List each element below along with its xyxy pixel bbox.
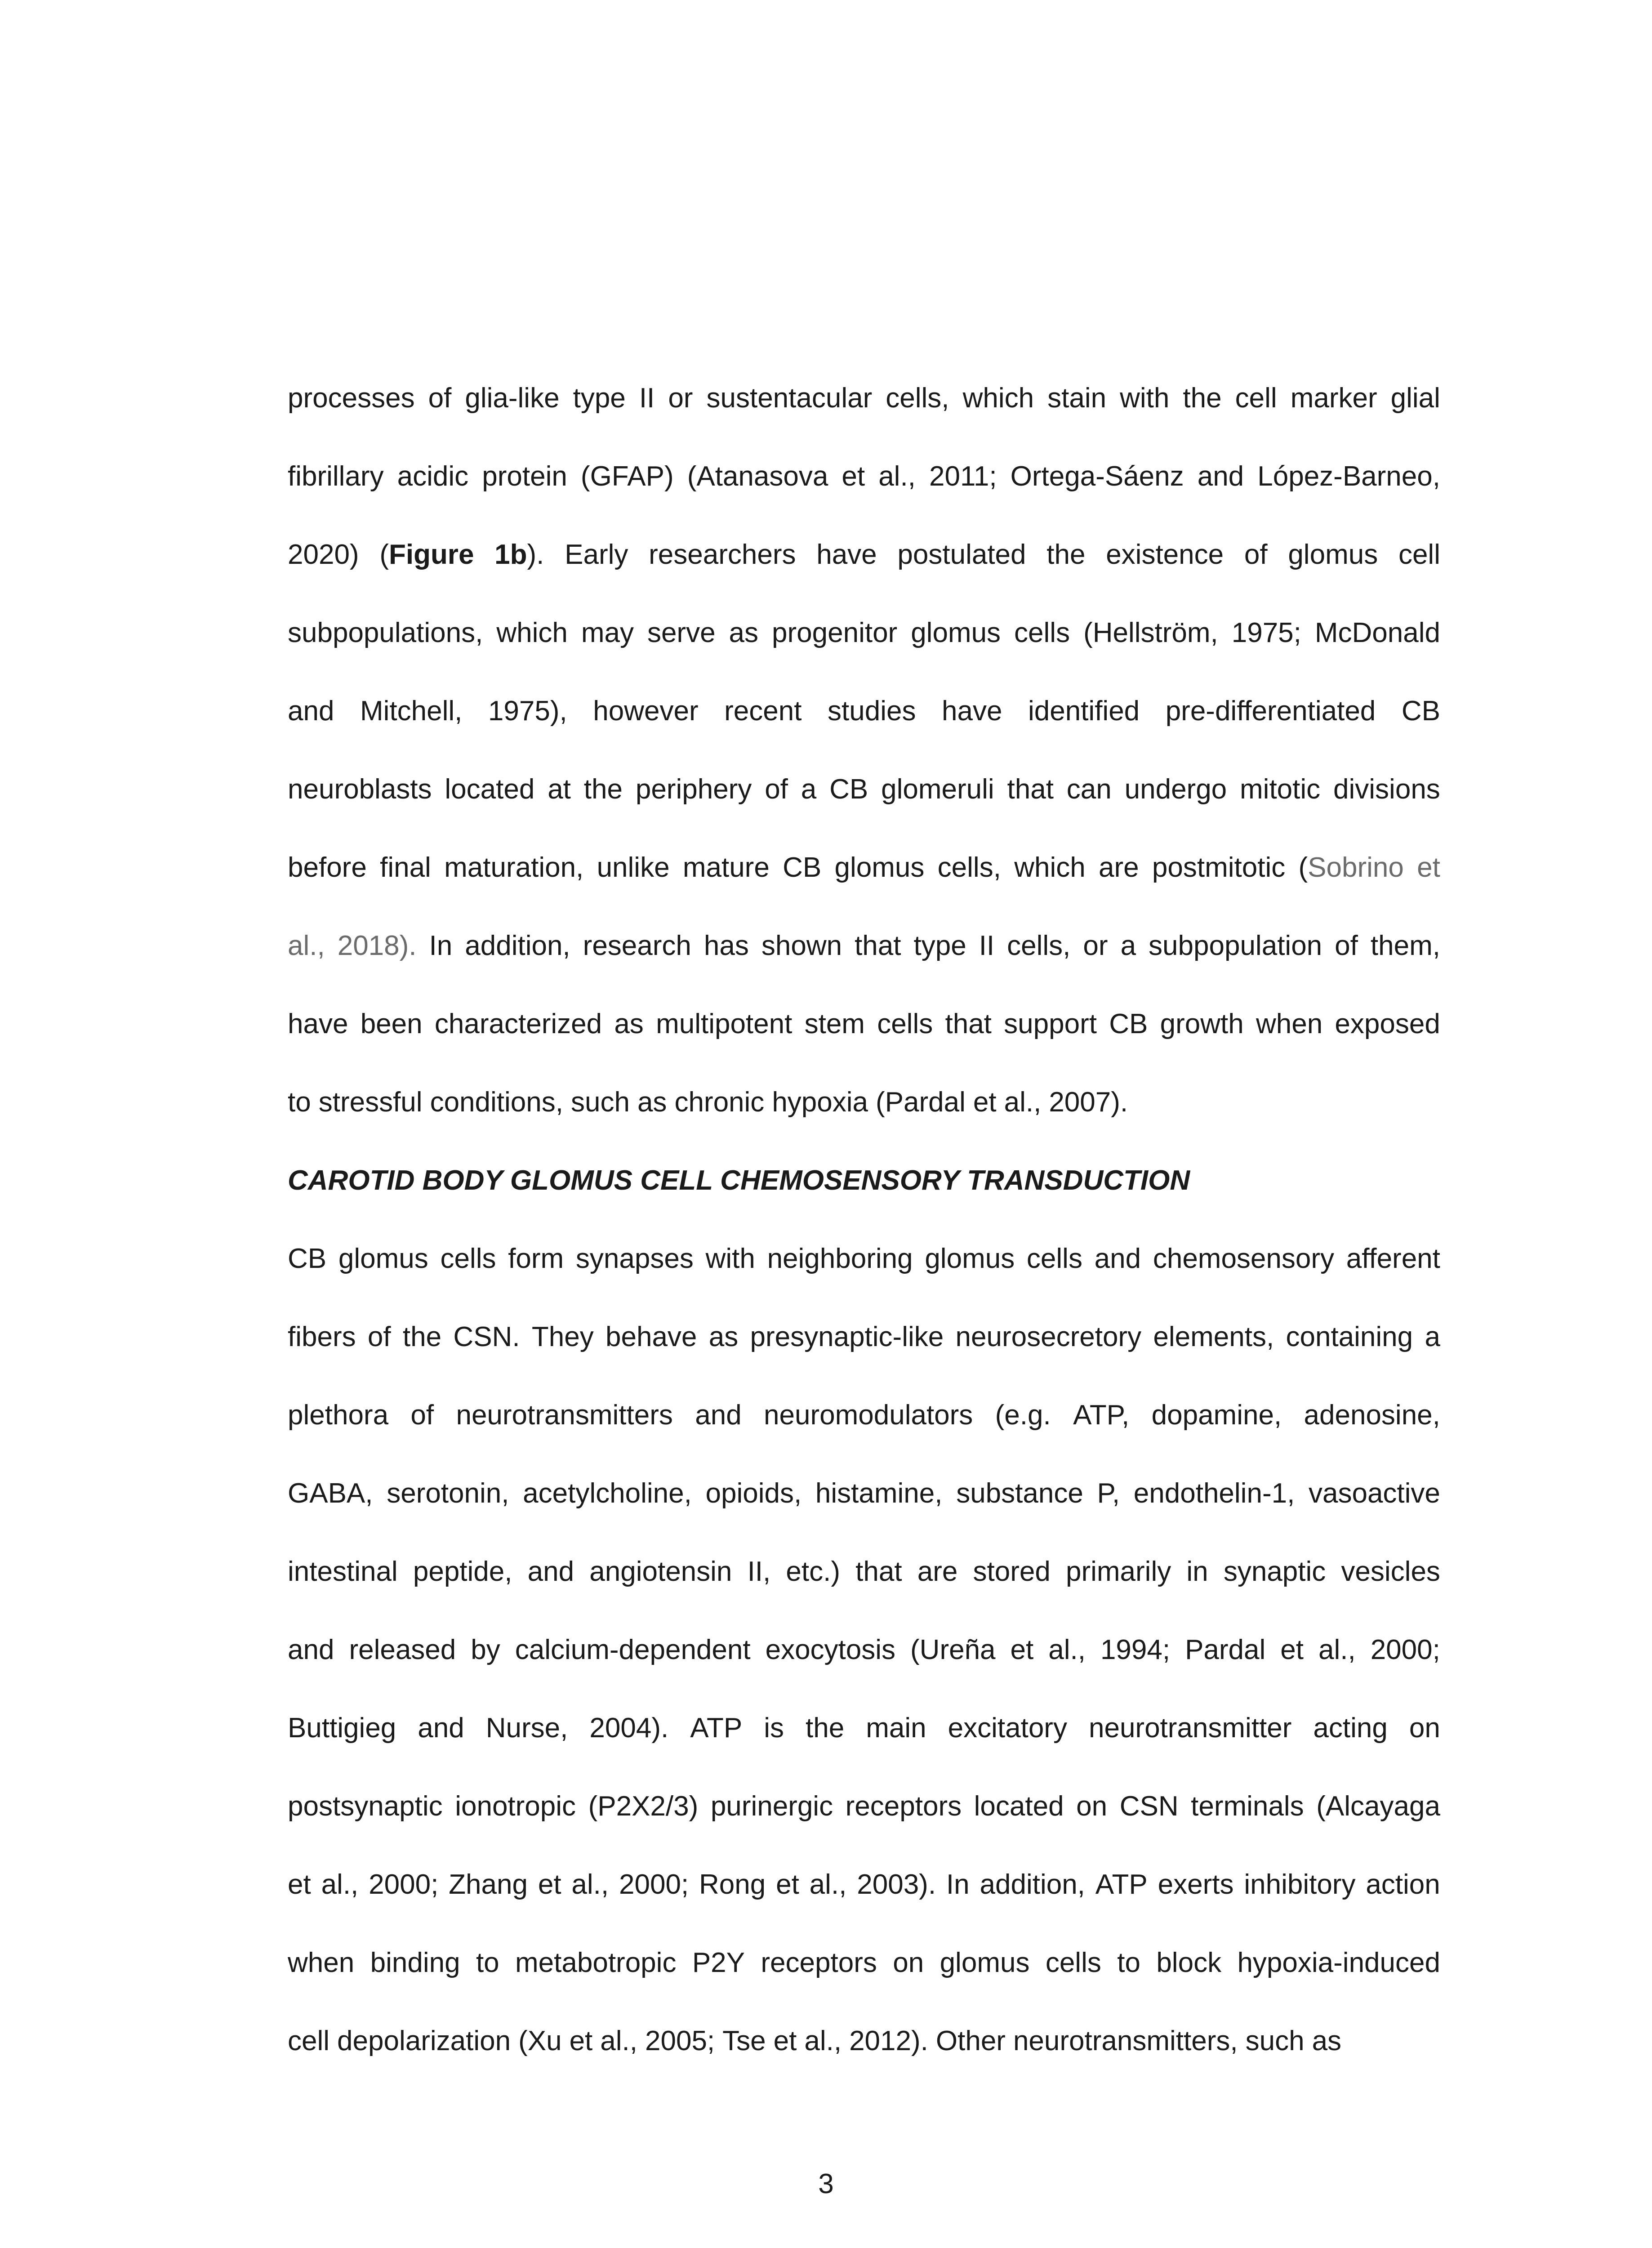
text-line: have been characterized as multipotent stem cells that support CB growth when exposed [288, 1008, 1440, 1039]
text-line: processes of glia-like type II or sustentacular cells, which stain with the cell marker glial [288, 382, 1440, 414]
text-line: neuroblasts located at the periphery of a CB glomeruli that can undergo mitotic divisions [288, 773, 1440, 805]
text-line: CB glomus cells form synapses with neighboring glomus cells and chemosensory afferent [288, 1243, 1440, 1274]
text-line: before final maturation, unlike mature CB glomus cells, which are postmitotic (Sobrino et [288, 852, 1440, 883]
text-line: and released by calcium-dependent exocytosis (Ureña et al., 1994; Pardal et al., 2000; [288, 1634, 1440, 1665]
page-number: 3 [818, 2168, 834, 2199]
text-line: when binding to metabotropic P2Y receptors on glomus cells to block hypoxia-induced [288, 1947, 1440, 1978]
body-text [288, 359, 1440, 2080]
section-heading: CAROTID BODY GLOMUS CELL CHEMOSENSORY TRANSDUCTION [288, 1164, 1190, 1196]
text-line: subpopulations, which may serve as progenitor glomus cells (Hellström, 1975; McDonald [288, 617, 1440, 648]
text-line: and Mitchell, 1975), however recent studies have identified pre-differentiated CB [288, 695, 1440, 727]
text-line: fibers of the CSN. They behave as presynaptic-like neurosecretory elements, containing a [288, 1321, 1440, 1352]
paragraph-1 [288, 359, 1440, 1141]
text-line: et al., 2000; Zhang et al., 2000; Rong et al., 2003). In addition, ATP exerts inhibitory action [288, 1869, 1440, 1900]
text-line: 2020) (Figure 1b). Early researchers have postulated the existence of glomus cell [288, 539, 1440, 570]
text-line: to stressful conditions, such as chronic hypoxia (Pardal et al., 2007). [288, 1086, 1128, 1118]
text-line: fibrillary acidic protein (GFAP) (Atanasova et al., 2011; Ortega-Sáenz and López-Barneo, [288, 460, 1440, 492]
paragraph-2 [288, 1219, 1440, 2080]
text-line: cell depolarization (Xu et al., 2005; Tse et al., 2012). Other neurotransmitters, such as [288, 2025, 1342, 2056]
text-line: al., 2018). In addition, research has shown that type II cells, or a subpopulation of them, [288, 930, 1440, 961]
text-line: Buttigieg and Nurse, 2004). ATP is the main excitatory neurotransmitter acting on [288, 1712, 1440, 1744]
text-line: intestinal peptide, and angiotensin II, etc.) that are stored primarily in synaptic vesicles [288, 1556, 1440, 1587]
text-line: GABA, serotonin, acetylcholine, opioids, histamine, substance P, endothelin-1, vasoactive [288, 1477, 1440, 1509]
text-line: plethora of neurotransmitters and neuromodulators (e.g. ATP, dopamine, adenosine, [288, 1399, 1440, 1431]
text-line: postsynaptic ionotropic (P2X2/3) purinergic receptors located on CSN terminals (Alcayaga [288, 1790, 1440, 1822]
